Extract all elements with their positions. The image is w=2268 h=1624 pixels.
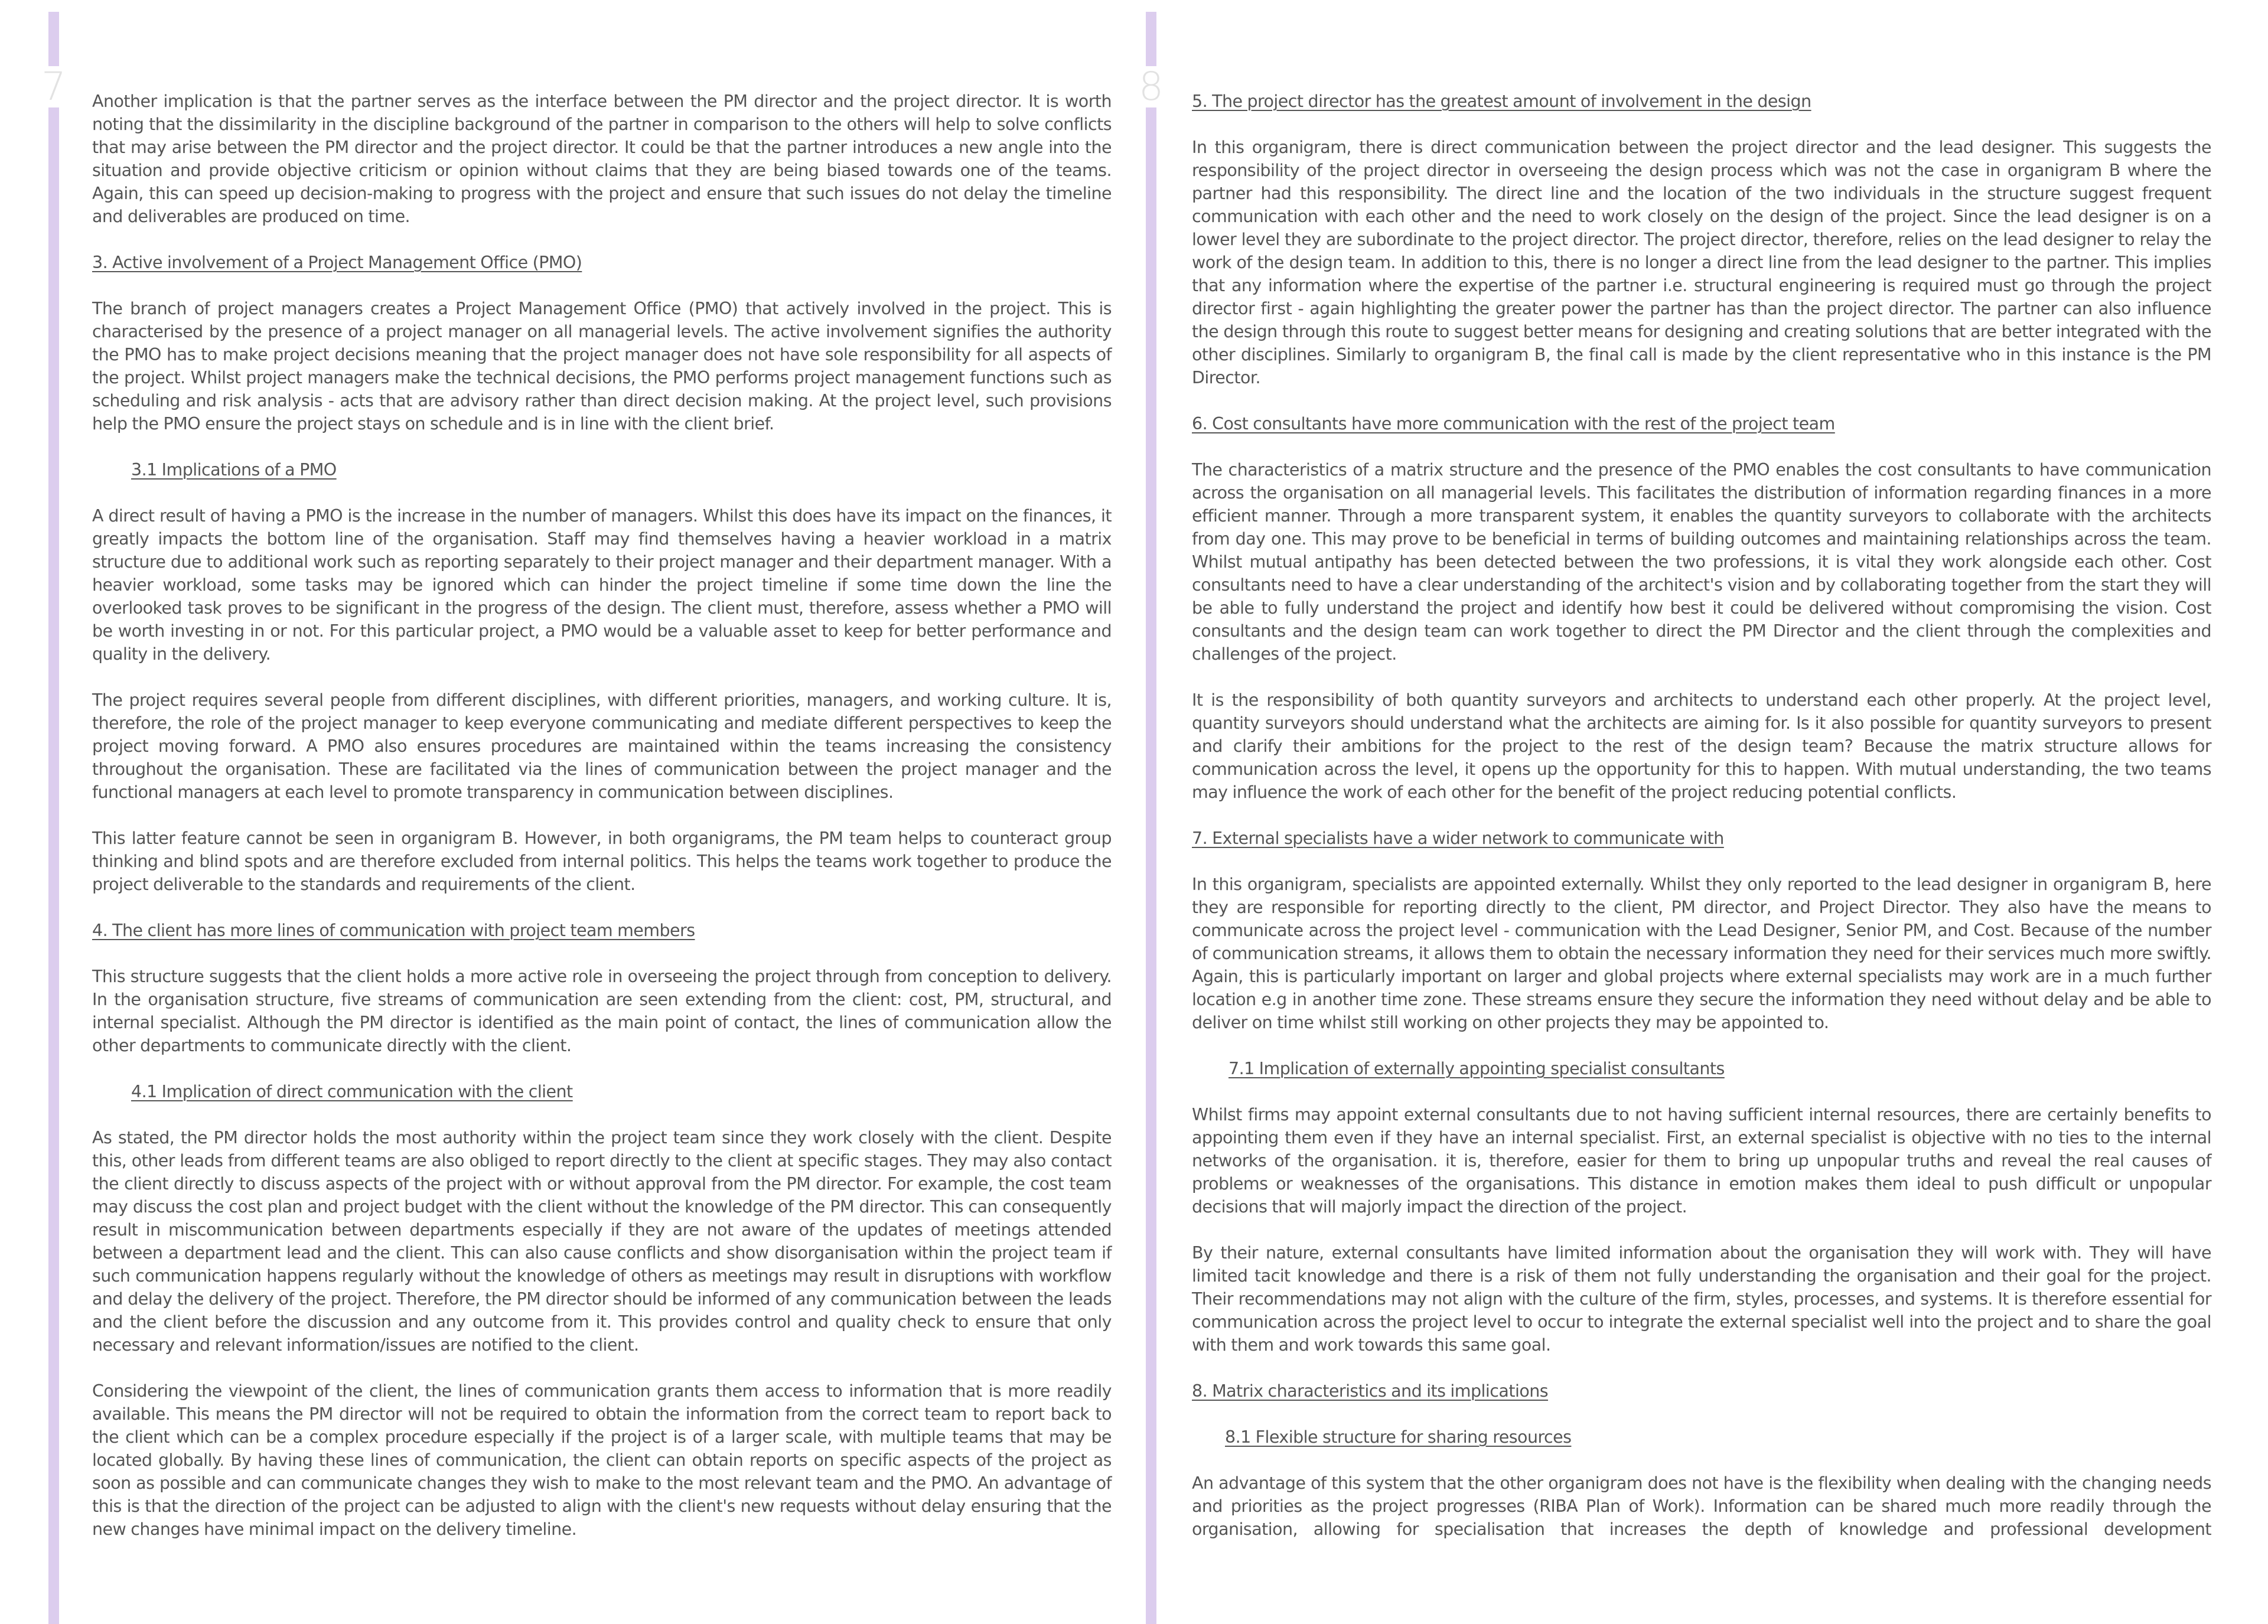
section-heading: 8. Matrix characteristics and its implications <box>1192 1381 1549 1401</box>
section-heading: 3. Active involvement of a Project Management Office (PMO) <box>92 253 582 272</box>
page-number-7: 7 <box>41 64 66 109</box>
paragraph: Considering the viewpoint of the client, the lines of communication grants them access to information that is more readily available. This means the PM director will not be required to obtain the information from the correct team to report back to the client which can be a complex procedure especially if the project is of a larger scale, with multiple teams that may be located globally. By having these lines of communication, the client can obtain reports on specific aspects of the project as soon as possible and can communicate changes they wish to make to the most relevant team and the PMO. An advantage of this is that the direction of the project can be adjusted to align with the client's new requests without delay ensuring that the new changes have minimal impact on the delivery timeline. <box>92 1381 1112 1539</box>
paragraph: By their nature, external consultants have limited information about the organisation they will work with. They will have limited tacit knowledge and there is a risk of them not fully understanding the organisation and their goal for the project. Their recommendations may not align with the culture of the firm, styles, processes, and systems. It is therefore essential for communication across the project level to occur to integrate the external specialist well into the project and to share the goal with them and work towards this same goal. <box>1192 1243 2211 1355</box>
section-heading: 4. The client has more lines of communication with project team members <box>92 921 695 940</box>
paragraph: The branch of project managers creates a Project Management Office (PMO) that actively involved in the project. This is characterised by the presence of a project manager on all managerial levels. The active involvement signifies the authority the PMO has to make project decisions meaning that the project manager does not have sole responsibility for all aspects of the project. Whilst project managers make the technical decisions, the PMO performs project management functions such as scheduling and risk analysis - acts that are advisory rather than direct decision making. At the project level, such provisions help the PMO ensure the project stays on schedule and is in line with the client brief. <box>92 299 1112 433</box>
paragraph: Whilst firms may appoint external consultants due to not having sufficient internal resources, there are certainly benefits to appointing them even if they have an internal specialist. First, an external specialist is objective with no ties to the internal networks of the organisation. it is, therefore, easier for them to bring up unpopular truths and reveal the real causes of problems or weaknesses of the organisations. This distance in emotion makes them ideal to push difficult or unpopular decisions that will majorly impact the direction of the project. <box>1192 1105 2211 1217</box>
section-heading: 6. Cost consultants have more communication with the rest of the project team <box>1192 414 1835 433</box>
subsection-heading: 7.1 Implication of externally appointing specialist consultants <box>1228 1059 1725 1078</box>
subsection-heading: 8.1 Flexible structure for sharing resources <box>1225 1427 1572 1447</box>
paragraph: A direct result of having a PMO is the increase in the number of managers. Whilst this does have its impact on the finances, it greatly impacts the bottom line of the organisation. Staff may find themselves having a heavier workload in a matrix structure due to additional work such as reporting separately to their project manager and their department manager. With a heavier workload, some tasks may be ignored which can hinder the project timeline if some time down the line the overlooked task proves to be significant in the progress of the design. The client must, therefore, assess whether a PMO will be worth investing in or not. For this particular project, a PMO would be a valuable asset to keep for better performance and quality in the delivery. <box>92 506 1112 664</box>
paragraph: In this organigram, specialists are appointed externally. Whilst they only reported to the lead designer in organigram B, here they are responsible for reporting directly to the client, PM director, and Project Director. They also have the means to communicate across the project level - communication with the Lead Designer, Senior PM, and Cost. Because of the number of communication streams, it allows them to obtain the necessary information they need for their services much more swiftly. Again, this is particularly important on larger and global projects where external specialists may work are in a much further location e.g in another time zone. These streams ensure they secure the information they need without delay and be able to deliver on time whilst still working on other projects they may be appointed to. <box>1192 875 2211 1032</box>
left-page-accent-bar <box>48 12 59 1624</box>
paragraph: In this organigram, there is direct communication between the project director and the lead designer. This suggests the responsibility of the project director in overseeing the design process which was not the case in organigram B where the partner had this responsibility. The direct line and the location of the two individuals in the structure suggest frequent communication with each other and the need to work closely on the design of the project. Since the lead designer is on a lower level they are subordinate to the project director. The project director, therefore, relies on the lead designer to relay the work of the design team. In addition to this, there is no longer a direct line from the lead designer to the partner. This implies that any information where the expertise of the partner i.e. structural engineering is required must go through the project director first - again highlighting the greater power the partner has than the project director. The partner can also influence the design through this route to suggest better means for designing and creating solutions that are better integrated with the other disciplines. Similarly to organigram B, the final call is made by the client representative who in this instance is the PM Director. <box>1192 138 2211 387</box>
paragraph: This latter feature cannot be seen in organigram B. However, in both organigrams, the PM team helps to counteract group thinking and blind spots and are therefore excluded from internal politics. This helps the teams work together to produce the project deliverable to the standards and requirements of the client. <box>92 829 1112 894</box>
paragraph: The project requires several people from different disciplines, with different priorities, managers, and working culture. It is, therefore, the role of the project manager to keep everyone communicating and mediate different perspectives to keep the project moving forward. A PMO also ensures procedures are maintained within the teams increasing the consistency throughout the organisation. These are facilitated via the lines of communication between the project manager and the functional managers at each level to promote transparency in communication between disciplines. <box>92 690 1112 802</box>
subsection-heading: 3.1 Implications of a PMO <box>131 460 337 480</box>
page-8 <box>1192 90 2211 1564</box>
page-7 <box>92 90 1112 1564</box>
section-heading: 7. External specialists have a wider network to communicate with <box>1192 829 1724 848</box>
section-heading: 5. The project director has the greatest amount of involvement in the design <box>1192 92 1811 111</box>
paragraph: Another implication is that the partner serves as the interface between the PM director and the project director. It is worth noting that the dissimilarity in the discipline background of the partner in comparison to the others will help to solve conflicts that may arise between the PM director and the project director. It could be that the partner introduces a new angle into the situation and provide objective criticism or opinion without claims that they are being biased towards one of the teams. Again, this can speed up decision-making to progress with the project and ensure that such issues do not delay the timeline and deliverables are produced on time. <box>92 92 1112 226</box>
paragraph: An advantage of this system that the other organigram does not have is the flexibility when dealing with the changing needs and priorities as the project progresses (RIBA Plan of Work). Information can be shared much more readily through the organisation, allowing for specialisation that increases the depth of knowledge and professional development <box>1192 1473 2211 1539</box>
paragraph: The characteristics of a matrix structure and the presence of the PMO enables the cost consultants to have communication across the organisation on all managerial levels. This facilitates the distribution of information regarding finances in a more efficient manner. Through a more transparent system, it enables the quantity surveyors to collaborate with the architects from day one. This may prove to be beneficial in terms of building outcomes and maintaining relationships across the team. Whilst mutual antipathy has been detected between the two professions, it is vital they work alongside each other. Cost consultants need to have a clear understanding of the architect's vision and by collaborating together from the start they will be able to fully understand the project and identify how best it could be delivered without compromising the vision. Cost consultants and the design team can work together to direct the PM Director and the client through the complexities and challenges of the project. <box>1192 460 2211 664</box>
paragraph: As stated, the PM director holds the most authority within the project team since they work closely with the client. Despite this, other leads from different teams are also obliged to report directly to the client at specific stages. They may also contact the client directly to discuss aspects of the project with or without approval from the PM director. For example, the cost team may discuss the cost plan and project budget with the client without the knowledge of the PM director. This can consequently result in miscommunication between departments especially if they are not aware of the updates of meetings attended between a department lead and the client. This can also cause conflicts and show disorganisation within the project team if such communication happens regularly without the knowledge of others as meetings may result in disruptions with workflow and delay the delivery of the project. Therefore, the PM director should be informed of any communication between the leads and the client before the discussion and any outcome from it. This provides control and quality check to ensure that only necessary and relevant information/issues are notified to the client. <box>92 1128 1112 1355</box>
right-page-accent-bar <box>1146 12 1156 1624</box>
subsection-heading: 4.1 Implication of direct communication with the client <box>131 1082 573 1101</box>
paragraph: It is the responsibility of both quantity surveyors and architects to understand each other properly. At the project level, quantity surveyors should understand what the architects are aiming for. Is it also possible for quantity surveyors to present and clarify their ambitions for the project to the rest of the design team? Because the matrix structure allows for communication across the level, it opens up the opportunity for this to happen. With mutual understanding, the two teams may influence the work of each other for the benefit of the project reducing potential conflicts. <box>1192 690 2211 802</box>
paragraph: This structure suggests that the client holds a more active role in overseeing the project through from conception to delivery. In the organisation structure, five streams of communication are seen extending from the client: cost, PM, structural, and internal specialist. Although the PM director is identified as the main point of contact, the lines of communication allow the other departments to communicate directly with the client. <box>92 967 1112 1055</box>
page-number-8: 8 <box>1139 64 1164 109</box>
